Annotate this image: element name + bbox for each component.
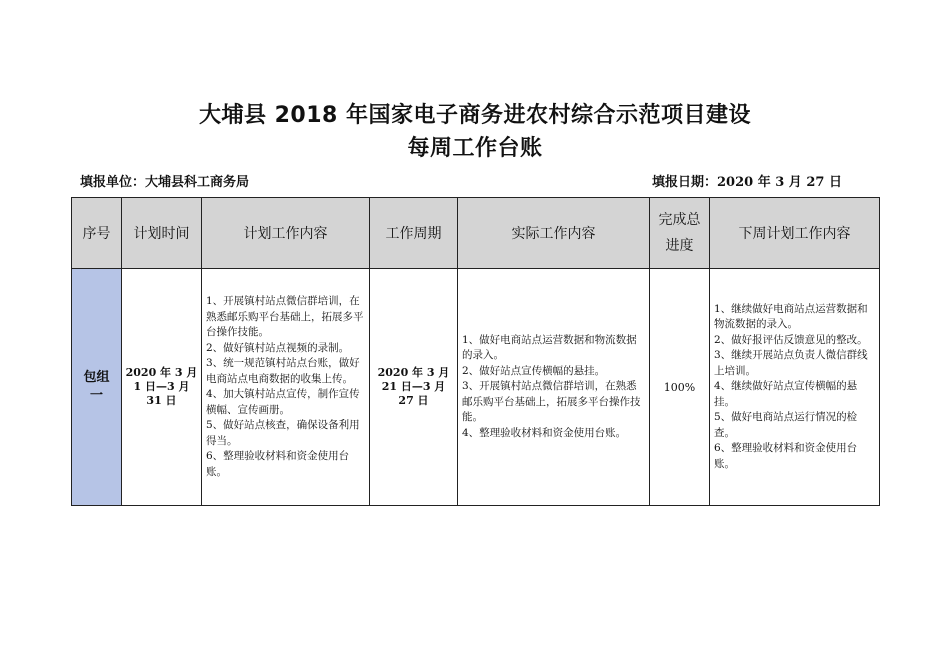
actual-item: 2、做好站点宣传横幅的悬挂。 [462,364,606,377]
actual-content-cell [458,269,650,506]
header-progress-line1: 完成总 [658,212,701,228]
report-unit: 填报单位：大埔县科工商务局 [80,175,250,190]
period-line2: 21 日—3 月 [381,380,446,393]
next-week-cell [710,269,880,506]
header-period: 工作周期 [370,198,458,269]
period-line3: 27 日 [398,394,429,407]
next-week-item: 2、做好报评估反馈意见的整改。 [714,333,868,346]
document-subtitle: 每周工作台账 [407,136,543,161]
period-line1: 2020 年 3 月 [377,366,450,379]
table-header-row [72,198,880,269]
header-progress [650,198,710,269]
plan-time-line2: 1 日—3 月 [133,380,190,393]
plan-time-line3: 31 日 [146,394,177,407]
actual-item: 1、做好电商站点运营数据和物流数据的录入。 [462,333,637,362]
header-actual-content: 实际工作内容 [458,198,650,269]
group-line1: 包组 [83,370,110,385]
actual-item: 3、开展镇村站点微信群培训，在熟悉邮乐购平台基础上，拓展多平台操作技能。 [462,380,641,424]
plan-time-cell [122,269,202,506]
plan-time-line1: 2020 年 3 月 [125,366,198,379]
plan-item: 2、做好镇村站点视频的录制。 [206,341,350,354]
next-week-item: 3、继续开展站点负责人微信群线上培训。 [714,349,868,377]
document-title: 大埔县 2018 年国家电子商务进农村综合示范项目建设 [198,103,752,128]
table-row [72,269,880,506]
plan-content-cell [202,269,370,506]
plan-item: 4、加大镇村站点宣传，制作宣传横幅、宣传画册。 [206,388,360,416]
plan-item: 5、做好站点核查，确保设备利用得当。 [206,419,360,447]
plan-item: 1、开展镇村站点微信群培训，在熟悉邮乐购平台基础上，拓展多平台操作技能。 [206,295,364,338]
header-plan-content: 计划工作内容 [202,198,370,269]
header-next-week: 下周计划工作内容 [710,198,880,269]
group-cell [72,269,122,506]
actual-item: 4、整理验收材料和资金使用台账。 [462,426,627,439]
next-week-item: 5、做好电商站点运行情况的检查。 [714,411,858,439]
plan-item: 6、整理验收材料和资金使用台账。 [206,450,350,478]
plan-item: 3、统一规范镇村站点台账，做好电商站点电商数据的收集上传。 [206,357,360,385]
header-progress-line2: 进度 [665,238,694,254]
weekly-work-table [71,197,880,506]
next-week-item: 1、继续做好电商站点运营数据和物流数据的录入。 [714,302,868,331]
next-week-item: 6、整理验收材料和资金使用台账。 [714,442,858,470]
report-date: 填报日期：2020 年 3 月 27 日 [652,175,842,190]
header-plan-time: 计划时间 [122,198,202,269]
period-cell [370,269,458,506]
header-seq: 序号 [72,198,122,269]
next-week-item: 4、继续做好站点宣传横幅的悬挂。 [714,380,858,408]
progress-cell: 100% [650,269,710,506]
group-line2: 一 [89,388,103,403]
